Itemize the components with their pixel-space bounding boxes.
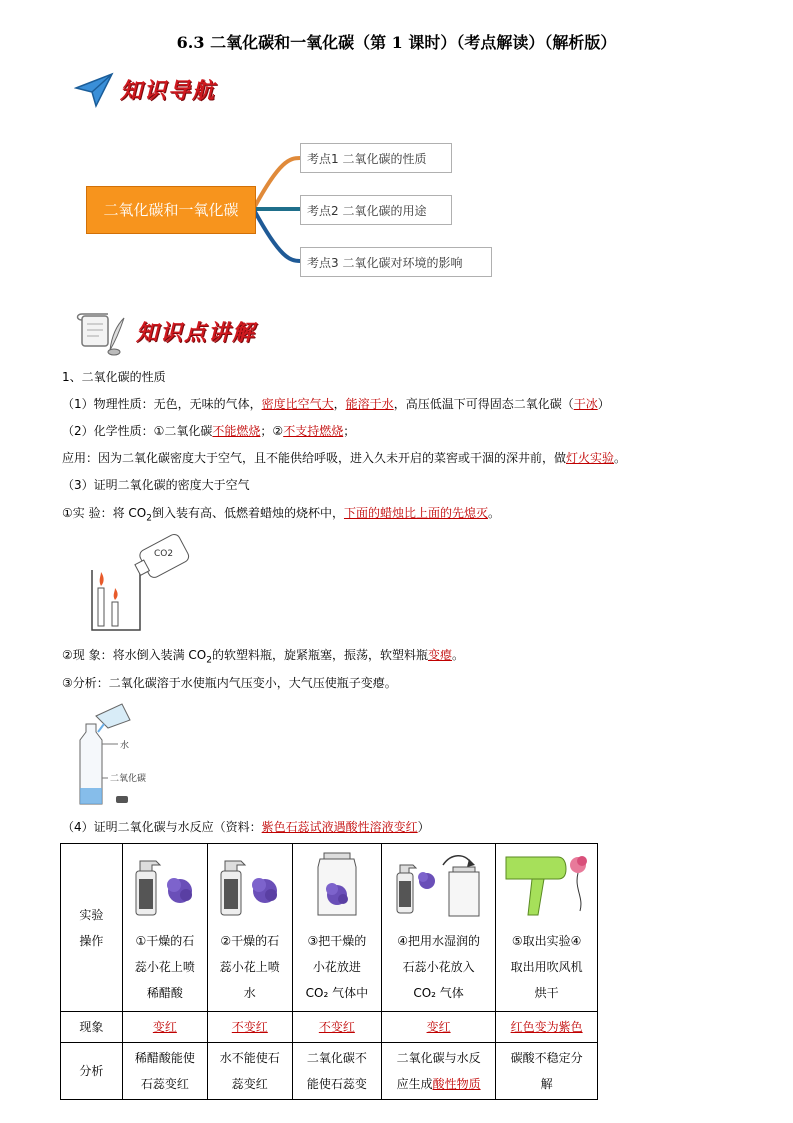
experiment-3: ③分析：二氧化碳溶于水使瓶内气压变小，大气压使瓶子变瘪。 (62, 676, 397, 690)
experiment-table (60, 843, 598, 1100)
analysis-3: 二氧化碳不 能使石蕊变 (292, 1043, 381, 1100)
keyword: 干冰 (573, 397, 598, 411)
co2-bottle-label: 二氧化碳 (110, 774, 147, 784)
phenomenon-3: 不变红 (318, 1020, 355, 1034)
spray-bottle-flower-icon (215, 849, 285, 919)
op-cell-4: ④把用水湿润的 石蕊小花放入 CO₂ 气体 (381, 844, 495, 1012)
op-cell-3: ③把干燥的 小花放进 CO₂ 气体中 (292, 844, 381, 1012)
nav-banner-text: 知识导航 (120, 78, 217, 104)
keyword: 下面的蜡烛比上面的先熄灭 (343, 506, 488, 520)
row-header-operation: 实验 操作 (61, 844, 123, 1012)
analysis-5: 碳酸不稳定分 解 (496, 1043, 598, 1100)
phenomenon-1: 变红 (152, 1020, 177, 1034)
hair-dryer-flower-icon (502, 849, 592, 919)
phenomenon-5: 红色变为紫色 (510, 1020, 583, 1034)
beaker-candles-illustration (82, 530, 192, 635)
scroll-quill-icon (74, 310, 126, 356)
analysis-1: 稀醋酸能使 石蕊变红 (122, 1043, 207, 1100)
keyword: 不支持燃烧 (283, 424, 344, 438)
nav-banner (74, 70, 114, 114)
mindmap-branch-3: 考点3 二氧化碳对环境的影响 (300, 247, 492, 277)
keyword: 变瘪 (427, 648, 452, 662)
keyword: 能溶于水 (345, 397, 394, 411)
row-header-phenomenon: 现象 (61, 1012, 123, 1043)
water-label: 水 (120, 741, 130, 751)
keyword: 不能燃烧 (212, 424, 261, 438)
op-cell-5: ⑤取出实验④ 取出用吹风机 烘干 (496, 844, 598, 1012)
bottle-illustration (74, 700, 174, 810)
paper-plane-icon (74, 70, 114, 110)
keyword: 灯火实验 (566, 451, 615, 465)
phenomenon-4: 变红 (426, 1020, 451, 1034)
proof-heading: （3）证明二氧化碳的密度大于空气 (62, 478, 250, 492)
analysis-2: 水不能使石 蕊变红 (207, 1043, 292, 1100)
jar-flower-icon (302, 849, 372, 919)
co2-label: CO2 (154, 549, 174, 559)
op-cell-2: ②干燥的石 蕊小花上喷 水 (207, 844, 292, 1012)
chemical-properties: （2）化学性质：①二氧化碳不能燃烧；②不支持燃烧； (62, 424, 356, 438)
op-cell-1: ①干燥的石 蕊小花上喷 稀醋酸 (122, 844, 207, 1012)
mindmap-branch-2: 考点2 二氧化碳的用途 (300, 195, 452, 225)
page-title: 6.3 二氧化碳和一氧化碳（第 1 课时）（考点解读）（解析版） (176, 33, 617, 52)
application-text: 应用：因为二氧化碳密度大于空气，且不能供给呼吸，进入久未开启的菜窖或干涸的深井前，做灯火实验。 (62, 451, 627, 465)
spray-bottle-flower-icon (130, 849, 200, 919)
spray-flower-jar-icon (391, 849, 487, 919)
explain-banner (74, 310, 126, 360)
physical-properties: （1）物理性质：无色，无味的气体，密度比空气大，能溶于水，高压低温下可得固态二氧化碳（干冰） (62, 397, 610, 411)
analysis-4: 二氧化碳与水反 应生成酸性物质 (381, 1043, 495, 1100)
explain-banner-text: 知识点讲解 (136, 320, 257, 346)
mindmap-branch-1: 考点1 二氧化碳的性质 (300, 143, 452, 173)
mindmap-center: 二氧化碳和一氧化碳 (86, 186, 256, 234)
section-heading: 1、二氧化碳的性质 (62, 370, 166, 384)
row-header-analysis: 分析 (61, 1043, 123, 1100)
experiment-2: ②现 象：将水倒入装满 $CO_2$的软塑料瓶，旋紧瓶塞，振荡，软塑料瓶变瘪。 (62, 648, 464, 666)
experiment-1: ①实 验：将 $CO_2$倒入装有高、低燃着蜡烛的烧杯中，下面的蜡烛比上面的先熄灭。 (62, 506, 500, 524)
keyword: 紫色石蕊试液遇酸性溶液变红 (261, 820, 418, 834)
keyword: 密度比空气大 (261, 397, 334, 411)
reaction-heading: （4）证明二氧化碳与水反应（资料：紫色石蕊试液遇酸性溶液变红） (62, 820, 430, 834)
phenomenon-2: 不变红 (231, 1020, 268, 1034)
